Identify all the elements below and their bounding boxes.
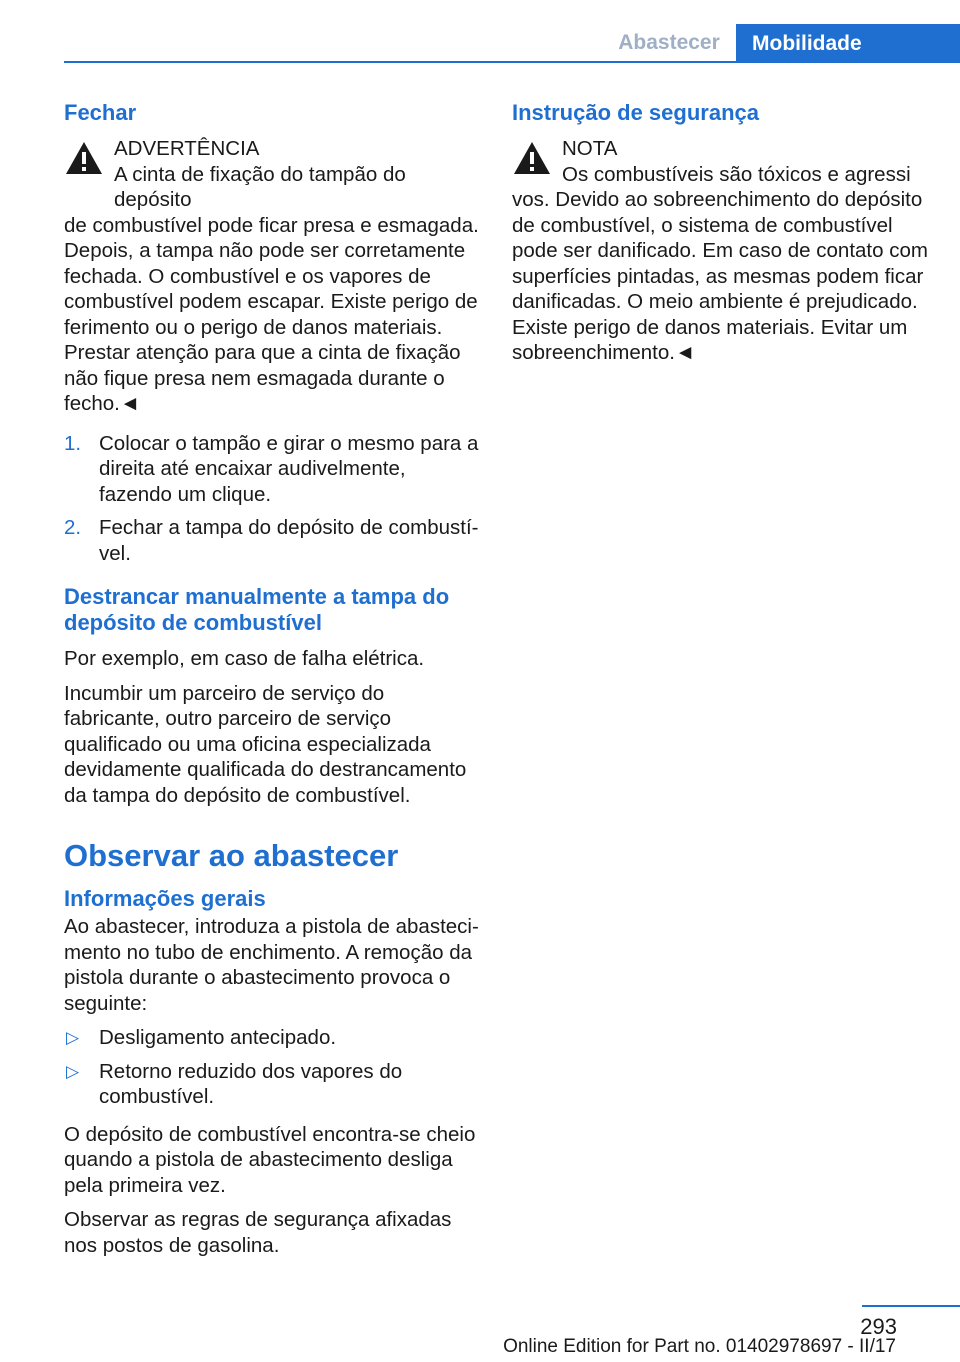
section-title-info: Informações gerais xyxy=(64,886,266,911)
page-number: 293 xyxy=(860,1314,897,1339)
list-item xyxy=(64,431,480,508)
list-item xyxy=(64,515,480,566)
list-item xyxy=(64,1059,480,1110)
tab-mobilidade[interactable]: Mobilidade xyxy=(736,24,960,63)
note-text-first: Os combustíveis são tóxicos e agressi xyxy=(562,162,911,186)
note-label: NOTA xyxy=(562,137,618,160)
chapter-title-observar: Observar ao abastecer xyxy=(64,838,399,873)
triangle-bullet-icon: ▷ xyxy=(66,1061,80,1081)
edition-note: Online Edition for Part no. 01402978697 - II/17 xyxy=(503,1336,896,1357)
right-column xyxy=(512,100,928,380)
steps-list xyxy=(64,431,480,567)
header-rule xyxy=(64,61,960,63)
note-text: vos. Devido ao sobreenchimento do depósito de combustível, o sistema de combustível pode ser danificado. Em caso de contato com superfícies pintadas, as mesmas podem ficar danificadas. O meio ambiente é prejudicado. Existe perigo de danos materiais. Evitar um sobreenchimento.◄ xyxy=(512,188,928,364)
tab-abastecer[interactable]: Abastecer xyxy=(618,31,720,54)
bullet-text: Retorno reduzido dos vapores do combustível. xyxy=(99,1059,403,1108)
warning-box xyxy=(64,136,480,417)
section-title-instrucao: Instrução de segurança xyxy=(512,100,759,125)
warning-text-first: A cinta de fixação do tampão do depósito xyxy=(114,162,406,211)
bullet-text: Desligamento antecipado. xyxy=(99,1026,337,1049)
paragraph: Por exemplo, em caso de falha elétrica. xyxy=(64,647,425,670)
note-box xyxy=(512,136,928,366)
paragraph: O depósito de combustível encontra-se cheio quando a pistola de abastecimento desliga pela primeira vez. xyxy=(64,1122,476,1197)
section-title-destrancar: Destrancar manualmente a tampa do depósito de combustível xyxy=(64,584,450,635)
paragraph: Ao abastecer, introduza a pistola de abastecimento no tubo de enchimento. A remoção da pistola durante o abastecimento provoca o seguinte: xyxy=(64,915,479,1015)
triangle-bullet-icon: ▷ xyxy=(66,1028,80,1047)
footer-rule xyxy=(862,1305,960,1307)
left-column xyxy=(64,100,480,1267)
step-number: 2. xyxy=(64,516,82,539)
list-item xyxy=(64,1025,480,1051)
section-title-fechar: Fechar xyxy=(64,100,137,125)
warning-triangle-icon xyxy=(512,140,552,176)
paragraph: Observar as regras de segurança afixadas nos postos de gasolina. xyxy=(64,1208,452,1257)
step-number: 1. xyxy=(64,431,82,455)
bullet-list xyxy=(64,1025,480,1110)
warning-text: de combustível pode ficar presa e esmagada. Depois, a tampa não pode ser corretamente fechada. O combustível e os vapores de combustível podem escapar. Existe perigo de ferimento ou o perigo de danos materiais. Prestar atenção para que a cinta de fixação não fique presa nem esmagada durante o fecho.◄ xyxy=(64,213,479,415)
warning-triangle-icon xyxy=(64,140,104,176)
paragraph: Incumbir um parceiro de serviço do fabricante, outro parceiro de serviço qualificado ou uma oficina especializada devidamente qualificada do destrancamento da tampa do depósito de combustível. xyxy=(64,681,467,807)
step-text: Colocar o tampão e girar o mesmo para a direita até encaixar audivelmente, fazendo um clique. xyxy=(99,431,479,506)
warning-label: ADVERTÊNCIA xyxy=(114,137,260,160)
step-text: Fechar a tampa do depósito de combustível. xyxy=(99,516,479,565)
